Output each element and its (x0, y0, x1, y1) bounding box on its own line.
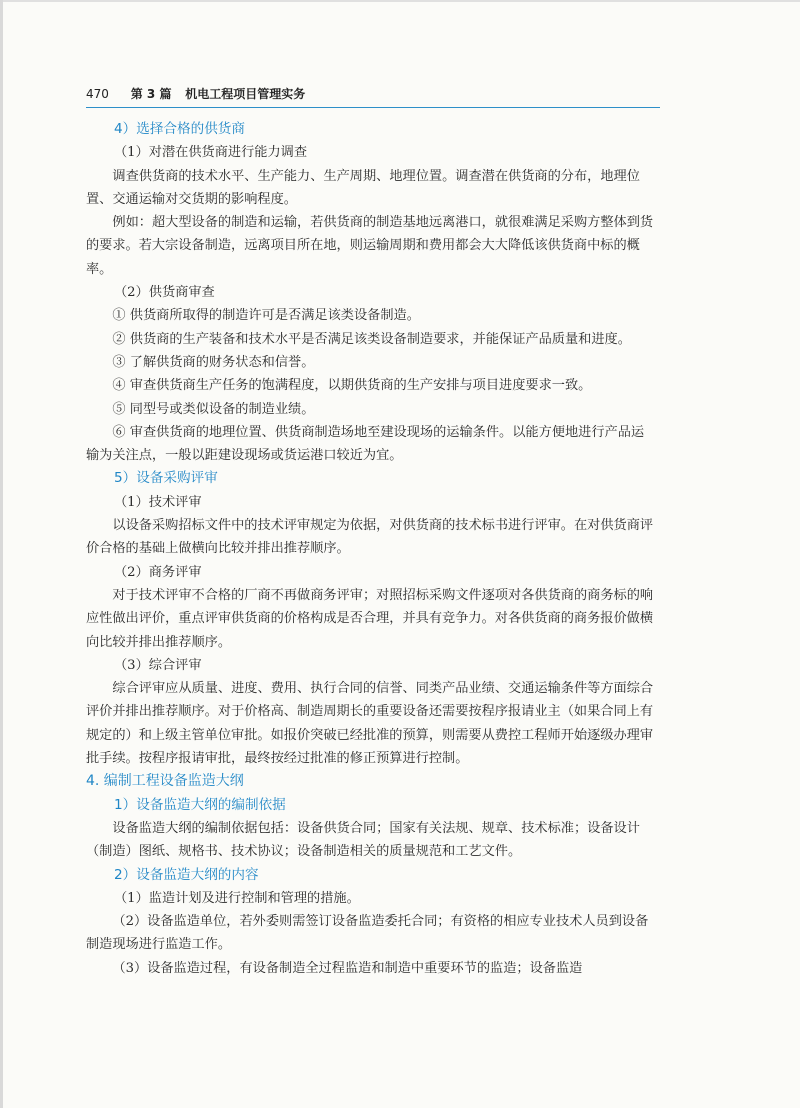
list-item: ① 供货商所取得的制造许可是否满足该类设备制造。 (112, 308, 420, 324)
section-heading: 4）选择合格的供货商 (114, 121, 245, 137)
subsection-heading: （1）技术评审 (114, 494, 202, 510)
list-item: （1）监造计划及进行控制和管理的措施。 (114, 890, 360, 906)
list-item: （3）设备监造过程，有设备制造全过程监造和制造中重要环节的监造；设备监造 (112, 960, 583, 976)
scan-edge (0, 0, 3, 1108)
paragraph: 综合评审应从质量、进度、费用、执行合同的信誉、同类产品业绩、交通运输条件等方面综合评价并排出推荐顺序。对于价格高、制造周期长的重要设备还需要按程序报请业主（如果合同上有规定的）和上级主管单位审批。如报价突破已经批准的预算，则需要从费控工程师开始逐级办理审批手续。按程序报请审批，最终按经过批准的修正预算进行控制。 (86, 681, 654, 767)
paragraph: 调查供货商的技术水平、生产能力、生产周期、地理位置。调查潜在供货商的分布，地理位置、交通运输对交货期的影响程度。 (86, 168, 640, 207)
page-number: 470 (86, 87, 109, 101)
section-heading: 1）设备监造大纲的编制依据 (114, 796, 286, 813)
paragraph: 以设备采购招标文件中的技术评审规定为依据，对供货商的技术标书进行评审。在对供货商评价合格的基础上做横向比较并排出推荐顺序。 (86, 518, 654, 557)
subsection-heading: （1）对潜在供货商进行能力调查 (114, 145, 308, 161)
subsection-heading: （2）供货商审查 (114, 285, 215, 301)
body-text (86, 118, 656, 980)
paragraph: 例如：超大型设备的制造和运输，若供货商的制造基地远离港口，就很难满足采购方整体到货的要求。若大宗设备制造，远离项目所在地，则运输周期和费用都会大大降低该供货商中标的概率。 (86, 215, 654, 277)
subsection-heading: （2）商务评审 (114, 564, 202, 580)
part-title: 机电工程项目管理实务 (185, 87, 306, 101)
section-heading: 5）设备采购评审 (114, 470, 218, 487)
list-item: ⑤ 同型号或类似设备的制造业绩。 (112, 401, 315, 417)
list-item: ④ 审查供货商生产任务的饱满程度，以期供货商的生产安排与项目进度要求一致。 (112, 378, 592, 394)
part-label: 第 3 篇 (130, 87, 172, 101)
list-item: ⑥ 审查供货商的地理位置、供货商制造场地至建设现场的运输条件。以能方便地进行产品运输为关注点，一般以距建设现场或货运港口较近为宜。 (86, 424, 645, 464)
paragraph: 对于技术评审不合格的厂商不再做商务评审；对照招标采购文件逐项对各供货商的商务标的响应性做出评价，重点评审供货商的价格构成是否合理，并具有竞争力。对各供货商的商务报价做横向比较并排出推荐顺序。 (86, 587, 654, 650)
list-item: （2）设备监造单位，若外委则需签订设备监造委托合同；有资格的相应专业技术人员到设备制造现场进行监造工作。 (86, 914, 649, 953)
subsection-heading: （3）综合评审 (114, 657, 202, 673)
scan-edge (0, 0, 800, 2)
section-heading: 2）设备监造大纲的内容 (114, 866, 259, 883)
list-item: ② 供货商的生产装备和技术水平是否满足该类设备制造要求，并能保证产品质量和进度。 (112, 331, 631, 347)
list-item: ③ 了解供货商的财务状态和信誉。 (112, 354, 315, 370)
running-header (86, 85, 660, 108)
chapter-heading: 4. 编制工程设备监造大纲 (86, 773, 244, 790)
paragraph: 设备监造大纲的编制依据包括：设备供货合同；国家有关法规、规章、技术标准；设备设计（制造）图纸、规格书、技术协议；设备制造相关的质量规范和工艺文件。 (86, 820, 640, 860)
